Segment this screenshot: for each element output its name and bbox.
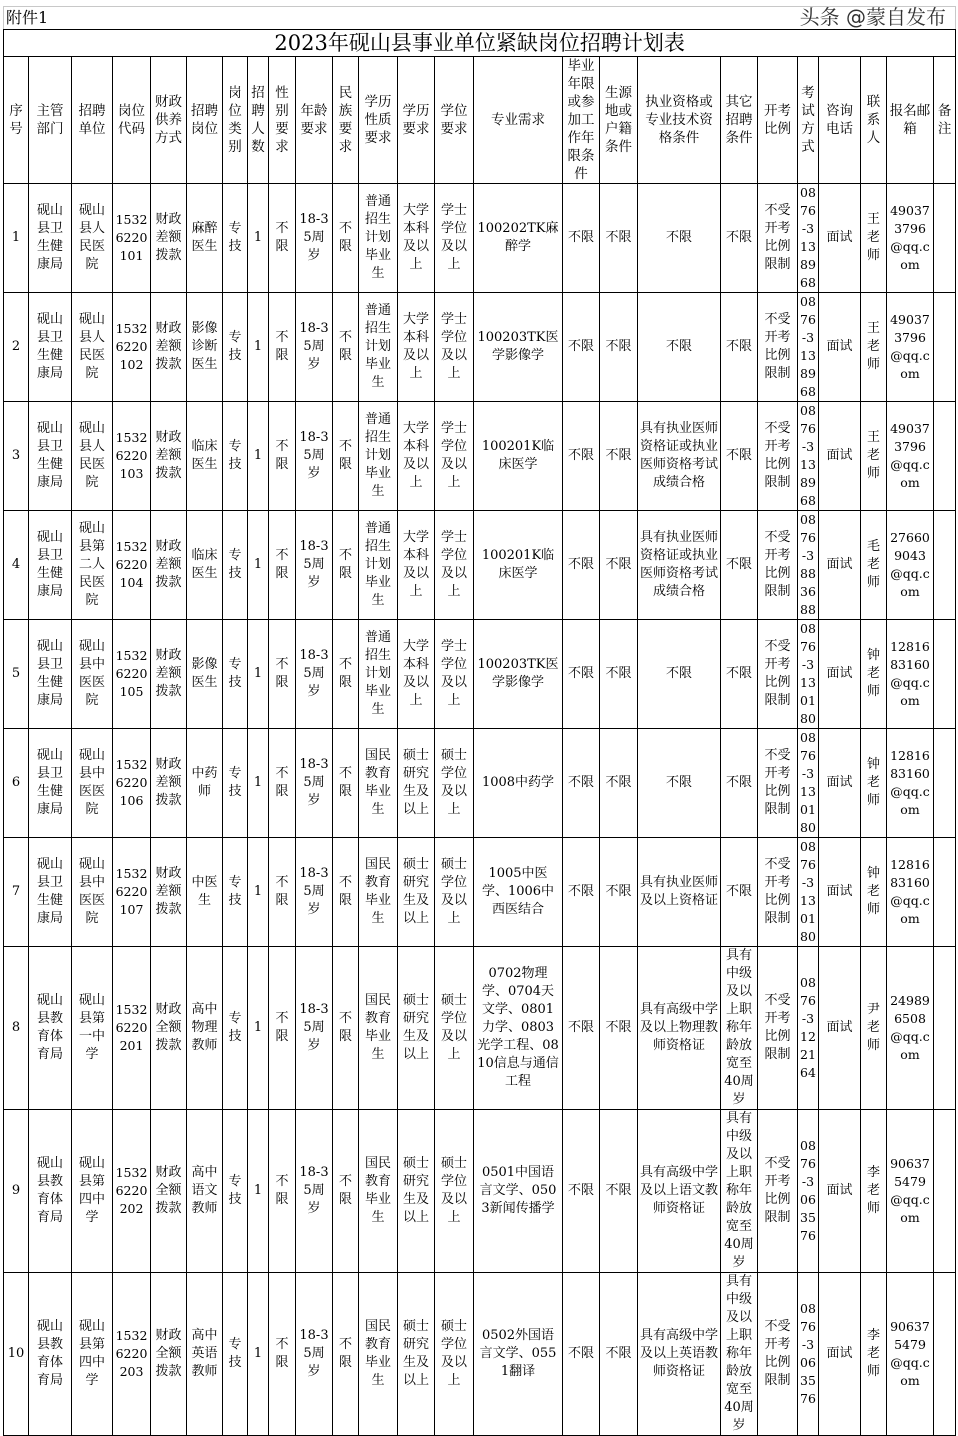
table-cell: 不限 xyxy=(563,620,600,729)
table-cell: 面试 xyxy=(819,729,861,838)
column-header: 招聘人数 xyxy=(248,57,269,184)
table-cell xyxy=(934,838,956,947)
table-cell: 普通招生计划毕业生 xyxy=(359,293,398,402)
table-cell: 李老师 xyxy=(861,1273,887,1436)
recruitment-plan-table xyxy=(3,6,956,1436)
table-cell: 1008中药学 xyxy=(474,729,563,838)
table-cell: 砚山县中医医院 xyxy=(72,838,113,947)
table-cell: 普通招生计划毕业生 xyxy=(359,402,398,511)
table-cell: 不限 xyxy=(600,838,638,947)
column-header: 主管部门 xyxy=(29,57,72,184)
table-cell: 砚山县第四中学 xyxy=(72,1273,113,1436)
table-cell: 砚山县教育体育局 xyxy=(29,1110,72,1273)
table-cell: 砚山县卫生健康局 xyxy=(29,511,72,620)
table-cell: 财政差额拨款 xyxy=(151,511,187,620)
table-cell: 18-35周岁 xyxy=(296,293,333,402)
table-cell: 国民教育毕业生 xyxy=(359,838,398,947)
table-cell: 钟老师 xyxy=(861,729,887,838)
table-cell: 专技 xyxy=(223,293,248,402)
attachment-label: 附件1 xyxy=(4,7,956,30)
table-cell: 15326220102 xyxy=(113,293,151,402)
table-cell: 具有执业医师及以上资格证 xyxy=(638,838,721,947)
table-cell: 面试 xyxy=(819,402,861,511)
table-cell: 专技 xyxy=(223,947,248,1110)
table-cell: 18-35周岁 xyxy=(296,184,333,293)
table-cell: 1281683160@qq.com xyxy=(887,838,934,947)
table-cell: 不限 xyxy=(563,184,600,293)
table-cell: 0702物理学、0704天文学、0801力学、0803光学工程、0810信息与通信工程 xyxy=(474,947,563,1110)
table-cell: 1005中医学、1006中西医结合 xyxy=(474,838,563,947)
table-cell: 不限 xyxy=(600,947,638,1110)
table-cell: 不限 xyxy=(333,729,359,838)
table-cell: 不受开考比例限制 xyxy=(758,947,798,1110)
table-cell: 砚山县人民医院 xyxy=(72,184,113,293)
table-cell: 面试 xyxy=(819,947,861,1110)
table-cell: 王老师 xyxy=(861,293,887,402)
table-cell: 专技 xyxy=(223,1110,248,1273)
table-cell: 财政差额拨款 xyxy=(151,620,187,729)
column-header: 执业资格或专业技术资格条件 xyxy=(638,57,721,184)
table-row xyxy=(4,838,956,947)
column-header: 学位要求 xyxy=(435,57,474,184)
table-cell: 1 xyxy=(248,1110,269,1273)
table-cell: 0876-3130180 xyxy=(798,838,819,947)
table-cell: 普通招生计划毕业生 xyxy=(359,184,398,293)
column-header: 学历性质要求 xyxy=(359,57,398,184)
table-cell: 钟老师 xyxy=(861,838,887,947)
table-cell: 硕士研究生及以上 xyxy=(398,838,435,947)
table-cell: 影像医生 xyxy=(187,620,223,729)
column-header: 学历要求 xyxy=(398,57,435,184)
table-cell: 0501中国语言文学、0503新闻传播学 xyxy=(474,1110,563,1273)
table-cell: 尹老师 xyxy=(861,947,887,1110)
table-cell: 不限 xyxy=(563,729,600,838)
table-cell: 15326220107 xyxy=(113,838,151,947)
table-cell: 不限 xyxy=(333,838,359,947)
table-cell: 临床医生 xyxy=(187,511,223,620)
table-cell: 面试 xyxy=(819,620,861,729)
table-cell: 18-35周岁 xyxy=(296,402,333,511)
table-cell: 18-35周岁 xyxy=(296,1273,333,1436)
table-cell: 15326220106 xyxy=(113,729,151,838)
table-cell: 1 xyxy=(248,293,269,402)
table-cell: 7 xyxy=(4,838,29,947)
table-cell: 专技 xyxy=(223,729,248,838)
table-cell xyxy=(934,293,956,402)
table-cell: 财政全额拨款 xyxy=(151,1110,187,1273)
table-cell: 3 xyxy=(4,402,29,511)
table-cell xyxy=(934,184,956,293)
table-cell: 面试 xyxy=(819,293,861,402)
watermark: 头条 @蒙自发布 xyxy=(799,5,946,29)
table-cell: 国民教育毕业生 xyxy=(359,1110,398,1273)
table-cell: 1 xyxy=(248,620,269,729)
table-cell: 专技 xyxy=(223,402,248,511)
table-cell: 不限 xyxy=(563,293,600,402)
table-cell: 0876-3883688 xyxy=(798,511,819,620)
table-cell: 砚山县中医医院 xyxy=(72,620,113,729)
table-cell: 学士学位及以上 xyxy=(435,511,474,620)
table-cell: 不限 xyxy=(721,838,758,947)
table-cell: 具有中级及以上职称年龄放宽至40周岁 xyxy=(721,1273,758,1436)
table-cell: 不受开考比例限制 xyxy=(758,402,798,511)
table-cell: 不限 xyxy=(563,511,600,620)
table-cell: 不限 xyxy=(269,184,296,293)
column-header: 联系人 xyxy=(861,57,887,184)
column-header: 其它招聘条件 xyxy=(721,57,758,184)
table-cell: 麻醉医生 xyxy=(187,184,223,293)
table-cell: 中药师 xyxy=(187,729,223,838)
table-cell: 不受开考比例限制 xyxy=(758,620,798,729)
table-cell: 0876-3130180 xyxy=(798,729,819,838)
table-cell: 4 xyxy=(4,511,29,620)
table-cell: 不限 xyxy=(600,184,638,293)
table-cell: 100201K临床医学 xyxy=(474,511,563,620)
table-cell: 不限 xyxy=(600,1110,638,1273)
table-cell: 硕士研究生及以上 xyxy=(398,1273,435,1436)
table-cell: 大学本科及以上 xyxy=(398,184,435,293)
table-cell: 李老师 xyxy=(861,1110,887,1273)
table-row xyxy=(4,1110,956,1273)
table-cell: 面试 xyxy=(819,1110,861,1273)
table-cell: 不限 xyxy=(600,1273,638,1436)
table-cell: 王老师 xyxy=(861,402,887,511)
table-cell: 砚山县第四中学 xyxy=(72,1110,113,1273)
table-cell: 不限 xyxy=(721,184,758,293)
table-cell: 不限 xyxy=(563,1273,600,1436)
table-cell: 100203TK医学影像学 xyxy=(474,293,563,402)
table-cell: 不限 xyxy=(563,402,600,511)
table-cell xyxy=(934,511,956,620)
table-cell: 0876-3138968 xyxy=(798,184,819,293)
table-cell: 15326220202 xyxy=(113,1110,151,1273)
table-cell: 不限 xyxy=(333,1273,359,1436)
table-cell: 学士学位及以上 xyxy=(435,620,474,729)
table-cell: 具有执业医师资格证或执业医师资格考试成绩合格 xyxy=(638,402,721,511)
column-header: 招聘单位 xyxy=(72,57,113,184)
table-cell: 2 xyxy=(4,293,29,402)
table-cell: 1 xyxy=(248,511,269,620)
table-cell xyxy=(934,1110,956,1273)
table-row xyxy=(4,1273,956,1436)
table-cell: 不限 xyxy=(269,947,296,1110)
table-cell: 砚山县人民医院 xyxy=(72,293,113,402)
table-cell: 249896508@qq.com xyxy=(887,947,934,1110)
table-cell: 276609043@qq.com xyxy=(887,511,934,620)
table-cell: 专技 xyxy=(223,184,248,293)
table-cell: 财政差额拨款 xyxy=(151,293,187,402)
table-cell: 不受开考比例限制 xyxy=(758,1110,798,1273)
table-cell: 不受开考比例限制 xyxy=(758,729,798,838)
table-cell: 100202TK麻醉学 xyxy=(474,184,563,293)
table-cell: 钟老师 xyxy=(861,620,887,729)
table-cell: 砚山县第一中学 xyxy=(72,947,113,1110)
table-cell: 不限 xyxy=(333,511,359,620)
table-cell xyxy=(934,729,956,838)
table-cell: 砚山县卫生健康局 xyxy=(29,729,72,838)
table-cell: 不限 xyxy=(563,838,600,947)
table-cell: 1 xyxy=(248,947,269,1110)
column-header: 序号 xyxy=(4,57,29,184)
table-cell: 大学本科及以上 xyxy=(398,511,435,620)
table-cell: 具有高级中学及以上语文教师资格证 xyxy=(638,1110,721,1273)
table-cell: 不受开考比例限制 xyxy=(758,1273,798,1436)
column-header: 专业需求 xyxy=(474,57,563,184)
table-cell: 砚山县人民医院 xyxy=(72,402,113,511)
table-cell: 不限 xyxy=(600,620,638,729)
table-cell: 砚山县卫生健康局 xyxy=(29,402,72,511)
column-header: 民族要求 xyxy=(333,57,359,184)
table-cell: 临床医生 xyxy=(187,402,223,511)
table-cell: 具有执业医师资格证或执业医师资格考试成绩合格 xyxy=(638,511,721,620)
table-cell: 王老师 xyxy=(861,184,887,293)
table-cell: 大学本科及以上 xyxy=(398,620,435,729)
table-cell: 18-35周岁 xyxy=(296,947,333,1110)
column-header: 咨询电话 xyxy=(819,57,861,184)
table-row xyxy=(4,947,956,1110)
column-header: 招聘岗位 xyxy=(187,57,223,184)
table-cell: 毛老师 xyxy=(861,511,887,620)
table-cell: 砚山县教育体育局 xyxy=(29,1273,72,1436)
table-cell: 1 xyxy=(248,402,269,511)
table-cell: 不受开考比例限制 xyxy=(758,511,798,620)
table-cell: 财政全额拨款 xyxy=(151,947,187,1110)
table-cell: 不限 xyxy=(563,947,600,1110)
table-cell: 不限 xyxy=(600,293,638,402)
table-row xyxy=(4,293,956,402)
table-cell: 大学本科及以上 xyxy=(398,402,435,511)
table-cell: 普通招生计划毕业生 xyxy=(359,620,398,729)
table-cell xyxy=(934,402,956,511)
table-cell: 硕士学位及以上 xyxy=(435,1273,474,1436)
table-cell: 具有高级中学及以上物理教师资格证 xyxy=(638,947,721,1110)
table-cell: 100203TK医学影像学 xyxy=(474,620,563,729)
table-cell: 不限 xyxy=(269,620,296,729)
table-cell: 15326220101 xyxy=(113,184,151,293)
table-cell: 学士学位及以上 xyxy=(435,184,474,293)
table-cell: 8 xyxy=(4,947,29,1110)
table-cell: 不限 xyxy=(721,293,758,402)
table-cell: 硕士研究生及以上 xyxy=(398,729,435,838)
table-cell: 学士学位及以上 xyxy=(435,293,474,402)
table-cell: 490373796@qq.com xyxy=(887,184,934,293)
table-cell: 砚山县第二人民医院 xyxy=(72,511,113,620)
table-cell: 不受开考比例限制 xyxy=(758,184,798,293)
table-cell: 490373796@qq.com xyxy=(887,293,934,402)
table-cell: 具有中级及以上职称年龄放宽至40周岁 xyxy=(721,947,758,1110)
table-cell: 财政差额拨款 xyxy=(151,838,187,947)
table-row xyxy=(4,620,956,729)
table-cell: 财政差额拨款 xyxy=(151,729,187,838)
table-cell: 财政全额拨款 xyxy=(151,1273,187,1436)
table-cell: 0876-3122164 xyxy=(798,947,819,1110)
table-cell: 15326220104 xyxy=(113,511,151,620)
column-header: 岗位类别 xyxy=(223,57,248,184)
table-cell: 1281683160@qq.com xyxy=(887,620,934,729)
table-cell: 面试 xyxy=(819,1273,861,1436)
table-cell: 硕士学位及以上 xyxy=(435,729,474,838)
page-title: 2023年砚山县事业单位紧缺岗位招聘计划表 xyxy=(4,30,956,57)
table-cell: 不限 xyxy=(600,729,638,838)
table-cell: 不限 xyxy=(721,402,758,511)
table-cell: 财政差额拨款 xyxy=(151,184,187,293)
table-cell: 不受开考比例限制 xyxy=(758,293,798,402)
table-cell: 硕士学位及以上 xyxy=(435,838,474,947)
table-cell: 影像诊断医生 xyxy=(187,293,223,402)
table-cell: 490373796@qq.com xyxy=(887,402,934,511)
table-cell: 18-35周岁 xyxy=(296,511,333,620)
column-header: 备注 xyxy=(934,57,956,184)
table-cell: 0876-3138968 xyxy=(798,402,819,511)
table-cell: 国民教育毕业生 xyxy=(359,1273,398,1436)
table-cell: 不限 xyxy=(269,838,296,947)
table-cell: 具有中级及以上职称年龄放宽至40周岁 xyxy=(721,1110,758,1273)
table-cell: 不限 xyxy=(269,1273,296,1436)
table-cell: 不限 xyxy=(333,620,359,729)
column-header: 毕业年限或参加工作年限条件 xyxy=(563,57,600,184)
table-cell: 1 xyxy=(248,729,269,838)
table-cell: 不限 xyxy=(333,184,359,293)
table-cell: 1 xyxy=(248,838,269,947)
table-cell: 不限 xyxy=(638,184,721,293)
table-cell: 6 xyxy=(4,729,29,838)
table-cell: 18-35周岁 xyxy=(296,620,333,729)
table-cell: 1281683160@qq.com xyxy=(887,729,934,838)
table-cell: 不限 xyxy=(333,402,359,511)
table-cell: 0876-3063576 xyxy=(798,1110,819,1273)
table-cell: 专技 xyxy=(223,1273,248,1436)
table-cell: 中医生 xyxy=(187,838,223,947)
column-header: 开考比例 xyxy=(758,57,798,184)
table-cell: 学士学位及以上 xyxy=(435,402,474,511)
table-cell: 砚山县卫生健康局 xyxy=(29,838,72,947)
table-cell: 0876-3138968 xyxy=(798,293,819,402)
column-header: 财政供养方式 xyxy=(151,57,187,184)
table-cell xyxy=(934,1273,956,1436)
table-cell: 1 xyxy=(248,184,269,293)
column-header: 生源地或户籍条件 xyxy=(600,57,638,184)
table-cell: 906375479@qq.com xyxy=(887,1110,934,1273)
header-row xyxy=(4,57,956,184)
table-cell: 不限 xyxy=(269,1110,296,1273)
table-cell: 15326220105 xyxy=(113,620,151,729)
table-cell: 砚山县中医医院 xyxy=(72,729,113,838)
table-cell: 18-35周岁 xyxy=(296,1110,333,1273)
table-cell: 硕士研究生及以上 xyxy=(398,947,435,1110)
column-header: 年龄要求 xyxy=(296,57,333,184)
table-cell: 专技 xyxy=(223,511,248,620)
table-cell: 面试 xyxy=(819,184,861,293)
table-cell: 不限 xyxy=(333,1110,359,1273)
table-cell: 不限 xyxy=(333,947,359,1110)
table-cell: 18-35周岁 xyxy=(296,729,333,838)
table-cell: 砚山县教育体育局 xyxy=(29,947,72,1110)
table-cell: 国民教育毕业生 xyxy=(359,729,398,838)
table-cell: 不限 xyxy=(638,729,721,838)
table-cell: 不受开考比例限制 xyxy=(758,838,798,947)
table-cell: 不限 xyxy=(600,402,638,511)
table-cell: 15326220201 xyxy=(113,947,151,1110)
table-cell: 砚山县卫生健康局 xyxy=(29,184,72,293)
table-cell: 不限 xyxy=(721,511,758,620)
table-cell: 硕士学位及以上 xyxy=(435,1110,474,1273)
table-cell: 不限 xyxy=(269,402,296,511)
table-row xyxy=(4,511,956,620)
spreadsheet xyxy=(3,6,956,1436)
table-cell: 0502外国语言文学、0551翻译 xyxy=(474,1273,563,1436)
table-cell: 10 xyxy=(4,1273,29,1436)
table-cell: 不限 xyxy=(269,729,296,838)
table-cell: 15326220103 xyxy=(113,402,151,511)
table-cell: 0876-3130180 xyxy=(798,620,819,729)
table-cell: 不限 xyxy=(269,511,296,620)
table-cell: 高中语文教师 xyxy=(187,1110,223,1273)
table-cell: 0876-3063576 xyxy=(798,1273,819,1436)
table-cell: 9 xyxy=(4,1110,29,1273)
table-cell xyxy=(934,620,956,729)
table-cell: 不限 xyxy=(638,293,721,402)
table-cell: 普通招生计划毕业生 xyxy=(359,511,398,620)
table-cell: 面试 xyxy=(819,838,861,947)
column-header: 考试方式 xyxy=(798,57,819,184)
table-cell: 国民教育毕业生 xyxy=(359,947,398,1110)
table-cell: 1 xyxy=(248,1273,269,1436)
table-row xyxy=(4,402,956,511)
table-cell: 18-35周岁 xyxy=(296,838,333,947)
table-cell: 不限 xyxy=(721,729,758,838)
table-cell: 专技 xyxy=(223,838,248,947)
table-cell: 砚山县卫生健康局 xyxy=(29,293,72,402)
table-cell: 面试 xyxy=(819,511,861,620)
table-cell: 不限 xyxy=(600,511,638,620)
table-cell: 不限 xyxy=(269,293,296,402)
table-cell: 100201K临床医学 xyxy=(474,402,563,511)
column-header: 岗位代码 xyxy=(113,57,151,184)
table-cell: 906375479@qq.com xyxy=(887,1273,934,1436)
table-cell: 硕士学位及以上 xyxy=(435,947,474,1110)
table-cell: 1 xyxy=(4,184,29,293)
table-cell: 硕士研究生及以上 xyxy=(398,1110,435,1273)
table-cell: 高中英语教师 xyxy=(187,1273,223,1436)
table-cell: 不限 xyxy=(333,293,359,402)
table-cell: 财政差额拨款 xyxy=(151,402,187,511)
table-cell: 5 xyxy=(4,620,29,729)
table-cell: 不限 xyxy=(563,1110,600,1273)
table-cell: 具有高级中学及以上英语教师资格证 xyxy=(638,1273,721,1436)
table-row xyxy=(4,184,956,293)
column-header: 报名邮箱 xyxy=(887,57,934,184)
table-row xyxy=(4,729,956,838)
table-cell: 不限 xyxy=(638,620,721,729)
table-cell: 15326220203 xyxy=(113,1273,151,1436)
table-cell: 砚山县卫生健康局 xyxy=(29,620,72,729)
table-cell: 不限 xyxy=(721,620,758,729)
table-cell: 专技 xyxy=(223,620,248,729)
table-cell xyxy=(934,947,956,1110)
table-cell: 高中物理教师 xyxy=(187,947,223,1110)
column-header: 性别要求 xyxy=(269,57,296,184)
table-cell: 大学本科及以上 xyxy=(398,293,435,402)
